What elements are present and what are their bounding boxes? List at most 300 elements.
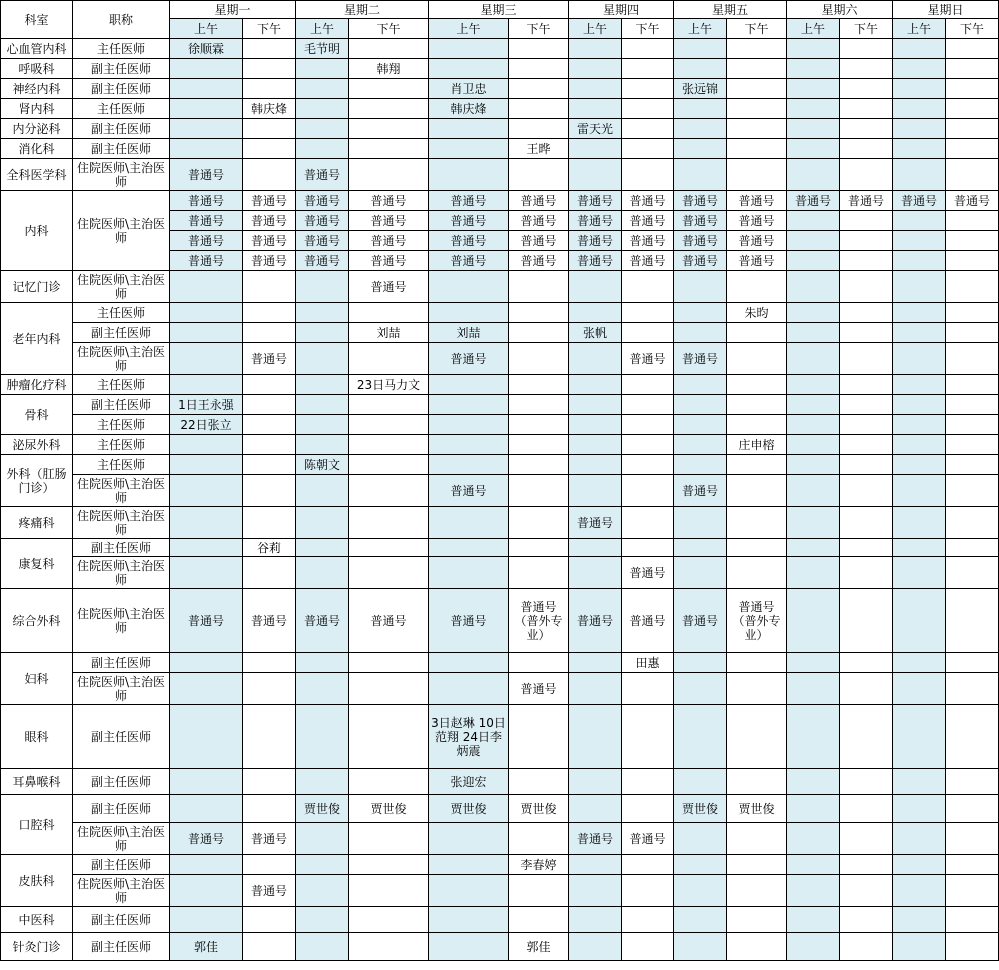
schedule-cell xyxy=(296,99,349,119)
schedule-cell xyxy=(787,539,840,557)
schedule-cell xyxy=(787,589,840,653)
schedule-cell xyxy=(296,139,349,159)
schedule-cell xyxy=(893,769,946,795)
schedule-cell xyxy=(893,507,946,539)
schedule-cell xyxy=(840,271,893,303)
schedule-row xyxy=(1,39,999,59)
schedule-cell xyxy=(170,539,243,557)
schedule-cell xyxy=(727,343,787,375)
schedule-cell xyxy=(296,653,349,673)
schedule-cell xyxy=(622,375,674,395)
schedule-cell xyxy=(840,557,893,589)
schedule-cell: 普通号 xyxy=(170,211,243,231)
schedule-cell xyxy=(349,855,429,875)
schedule-cell: 普通号 xyxy=(296,191,349,211)
schedule-cell xyxy=(170,99,243,119)
doctor-title: 住院医师\主治医师 xyxy=(73,589,170,653)
schedule-cell xyxy=(674,415,727,435)
doctor-title: 副主任医师 xyxy=(73,795,170,823)
schedule-cell xyxy=(787,323,840,343)
schedule-cell xyxy=(243,795,296,823)
schedule-cell: 刘喆 xyxy=(429,323,509,343)
schedule-cell xyxy=(946,673,999,705)
schedule-cell: 普通号 xyxy=(429,251,509,271)
schedule-cell xyxy=(243,933,296,961)
schedule-cell xyxy=(840,119,893,139)
schedule-cell xyxy=(840,211,893,231)
schedule-cell xyxy=(569,139,622,159)
schedule-row xyxy=(1,507,999,539)
schedule-cell xyxy=(674,271,727,303)
schedule-cell xyxy=(622,769,674,795)
schedule-cell: 王晔 xyxy=(509,139,569,159)
schedule-cell xyxy=(170,435,243,455)
schedule-cell: 张帆 xyxy=(569,323,622,343)
schedule-cell xyxy=(893,589,946,653)
schedule-cell xyxy=(727,855,787,875)
schedule-cell xyxy=(946,39,999,59)
schedule-cell: 雷天光 xyxy=(569,119,622,139)
schedule-cell xyxy=(840,375,893,395)
schedule-cell xyxy=(622,415,674,435)
header-pm: 下午 xyxy=(243,19,296,39)
schedule-cell xyxy=(946,303,999,323)
schedule-row xyxy=(1,705,999,769)
schedule-cell: 普通号 xyxy=(509,673,569,705)
schedule-cell xyxy=(296,673,349,705)
department-name: 内分泌科 xyxy=(1,119,73,139)
schedule-cell xyxy=(622,271,674,303)
schedule-cell xyxy=(787,823,840,855)
schedule-cell: 1日王永强 xyxy=(170,395,243,415)
schedule-cell: 普通号 xyxy=(622,191,674,211)
header-pm: 下午 xyxy=(622,19,674,39)
schedule-cell: 贾世俊 xyxy=(349,795,429,823)
department-name: 肾内科 xyxy=(1,99,73,119)
schedule-cell xyxy=(243,507,296,539)
header-day: 星期二 xyxy=(296,1,429,19)
schedule-cell xyxy=(622,99,674,119)
schedule-cell xyxy=(429,907,509,933)
schedule-cell xyxy=(840,455,893,475)
schedule-cell: 普通号（普外专业） xyxy=(509,589,569,653)
schedule-cell xyxy=(727,395,787,415)
schedule-cell xyxy=(243,907,296,933)
schedule-cell xyxy=(569,415,622,435)
schedule-cell xyxy=(727,159,787,191)
department-name: 外科（肛肠门诊） xyxy=(1,455,73,507)
schedule-cell xyxy=(349,39,429,59)
schedule-row xyxy=(1,907,999,933)
schedule-cell xyxy=(946,539,999,557)
schedule-cell xyxy=(429,271,509,303)
schedule-cell: 普通号 xyxy=(349,271,429,303)
schedule-cell xyxy=(787,251,840,271)
schedule-cell xyxy=(349,673,429,705)
schedule-cell xyxy=(840,875,893,907)
schedule-cell xyxy=(840,907,893,933)
schedule-cell xyxy=(787,435,840,455)
schedule-cell xyxy=(349,79,429,99)
schedule-cell xyxy=(569,557,622,589)
header-am: 上午 xyxy=(170,19,243,39)
schedule-cell: 普通号 xyxy=(429,589,509,653)
doctor-title: 副主任医师 xyxy=(73,933,170,961)
schedule-cell xyxy=(787,653,840,673)
schedule-cell: 贾世俊 xyxy=(509,795,569,823)
schedule-cell xyxy=(674,159,727,191)
schedule-cell xyxy=(296,475,349,507)
schedule-cell xyxy=(840,59,893,79)
schedule-cell xyxy=(170,323,243,343)
schedule-cell: 普通号 xyxy=(727,231,787,251)
schedule-cell xyxy=(946,231,999,251)
schedule-cell xyxy=(622,539,674,557)
schedule-cell xyxy=(946,415,999,435)
header-dept: 科室 xyxy=(1,1,73,39)
schedule-cell xyxy=(787,303,840,323)
department-name: 中医科 xyxy=(1,907,73,933)
schedule-cell xyxy=(893,395,946,415)
schedule-cell xyxy=(674,557,727,589)
schedule-cell xyxy=(243,39,296,59)
schedule-cell xyxy=(674,303,727,323)
schedule-cell xyxy=(296,507,349,539)
schedule-cell xyxy=(946,933,999,961)
schedule-cell xyxy=(622,507,674,539)
schedule-cell xyxy=(569,705,622,769)
schedule-cell xyxy=(170,855,243,875)
schedule-cell: 普通号 xyxy=(787,191,840,211)
doctor-title: 住院医师\主治医师 xyxy=(73,875,170,907)
schedule-cell xyxy=(429,855,509,875)
schedule-cell: 贾世俊 xyxy=(296,795,349,823)
schedule-cell: 普通号 xyxy=(674,589,727,653)
schedule-cell xyxy=(893,251,946,271)
schedule-cell xyxy=(509,303,569,323)
schedule-cell xyxy=(296,875,349,907)
schedule-cell xyxy=(893,271,946,303)
doctor-title: 住院医师\主治医师 xyxy=(73,507,170,539)
schedule-cell xyxy=(569,795,622,823)
schedule-cell xyxy=(569,375,622,395)
schedule-cell xyxy=(946,251,999,271)
schedule-cell xyxy=(840,653,893,673)
schedule-cell xyxy=(946,653,999,673)
schedule-cell xyxy=(622,139,674,159)
schedule-row xyxy=(1,455,999,475)
schedule-cell xyxy=(946,705,999,769)
schedule-cell: 普通号 xyxy=(569,507,622,539)
schedule-cell xyxy=(429,823,509,855)
department-name: 皮肤科 xyxy=(1,855,73,907)
schedule-cell xyxy=(893,933,946,961)
schedule-cell xyxy=(787,79,840,99)
schedule-cell xyxy=(893,79,946,99)
schedule-cell xyxy=(170,139,243,159)
schedule-cell xyxy=(509,415,569,435)
schedule-cell xyxy=(840,79,893,99)
schedule-cell xyxy=(170,59,243,79)
doctor-title: 副主任医师 xyxy=(73,907,170,933)
schedule-cell xyxy=(727,705,787,769)
schedule-cell xyxy=(296,119,349,139)
schedule-cell: 朱昀 xyxy=(727,303,787,323)
schedule-cell xyxy=(243,395,296,415)
schedule-cell: 韩庆烽 xyxy=(429,99,509,119)
schedule-cell: 普通号 xyxy=(296,211,349,231)
doctor-title: 主任医师 xyxy=(73,375,170,395)
schedule-cell xyxy=(170,653,243,673)
schedule-cell xyxy=(243,159,296,191)
schedule-cell xyxy=(622,435,674,455)
schedule-cell: 普通号 xyxy=(243,191,296,211)
schedule-cell xyxy=(787,59,840,79)
schedule-row xyxy=(1,673,999,705)
department-name: 肿瘤化疗科 xyxy=(1,375,73,395)
schedule-cell: 庄申榕 xyxy=(727,435,787,455)
department-name: 记忆门诊 xyxy=(1,271,73,303)
schedule-cell xyxy=(569,435,622,455)
schedule-cell: 普通号 xyxy=(569,251,622,271)
schedule-cell xyxy=(296,855,349,875)
schedule-row xyxy=(1,589,999,653)
schedule-row xyxy=(1,823,999,855)
schedule-cell xyxy=(296,557,349,589)
schedule-cell xyxy=(840,933,893,961)
schedule-cell xyxy=(622,795,674,823)
doctor-title: 副主任医师 xyxy=(73,769,170,795)
schedule-cell xyxy=(622,59,674,79)
department-name: 心血管内科 xyxy=(1,39,73,59)
schedule-cell: 韩庆烽 xyxy=(243,99,296,119)
schedule-cell xyxy=(243,855,296,875)
schedule-cell xyxy=(429,933,509,961)
schedule-cell xyxy=(674,653,727,673)
schedule-cell xyxy=(243,557,296,589)
schedule-cell xyxy=(509,375,569,395)
schedule-cell xyxy=(787,507,840,539)
schedule-cell xyxy=(674,673,727,705)
schedule-cell xyxy=(243,139,296,159)
schedule-cell xyxy=(429,539,509,557)
header-day: 星期三 xyxy=(429,1,569,19)
schedule-cell xyxy=(893,415,946,435)
schedule-cell xyxy=(674,875,727,907)
schedule-cell xyxy=(840,795,893,823)
schedule-cell: 田惠 xyxy=(622,653,674,673)
schedule-cell xyxy=(946,855,999,875)
schedule-cell xyxy=(840,395,893,415)
header-day: 星期六 xyxy=(787,1,893,19)
schedule-cell xyxy=(893,303,946,323)
schedule-cell xyxy=(509,159,569,191)
schedule-cell: 普通号 xyxy=(243,823,296,855)
schedule-cell xyxy=(946,769,999,795)
schedule-row xyxy=(1,99,999,119)
schedule-cell xyxy=(296,375,349,395)
schedule-cell xyxy=(509,119,569,139)
schedule-cell xyxy=(243,673,296,705)
schedule-cell xyxy=(296,395,349,415)
schedule-cell xyxy=(893,139,946,159)
schedule-cell xyxy=(296,343,349,375)
header-day: 星期五 xyxy=(674,1,787,19)
header-pm: 下午 xyxy=(946,19,999,39)
department-name: 老年内科 xyxy=(1,303,73,375)
schedule-cell xyxy=(622,907,674,933)
schedule-cell: 普通号 xyxy=(429,475,509,507)
schedule-row xyxy=(1,343,999,375)
department-name: 妇科 xyxy=(1,653,73,705)
schedule-cell xyxy=(840,303,893,323)
schedule-cell xyxy=(170,343,243,375)
schedule-cell xyxy=(946,435,999,455)
schedule-cell xyxy=(509,557,569,589)
department-name: 综合外科 xyxy=(1,589,73,653)
schedule-cell xyxy=(569,875,622,907)
schedule-cell xyxy=(509,395,569,415)
schedule-cell xyxy=(893,375,946,395)
schedule-row xyxy=(1,159,999,191)
schedule-cell xyxy=(946,139,999,159)
schedule-cell xyxy=(787,159,840,191)
schedule-cell xyxy=(622,119,674,139)
schedule-cell: 毛节明 xyxy=(296,39,349,59)
schedule-cell xyxy=(569,653,622,673)
schedule-cell xyxy=(622,673,674,705)
schedule-row xyxy=(1,653,999,673)
schedule-cell xyxy=(840,539,893,557)
schedule-cell: 郭佳 xyxy=(509,933,569,961)
schedule-cell xyxy=(569,539,622,557)
header-am: 上午 xyxy=(787,19,840,39)
schedule-cell: 李春婷 xyxy=(509,855,569,875)
schedule-cell xyxy=(622,323,674,343)
schedule-cell: 普通号 xyxy=(429,191,509,211)
doctor-title: 副主任医师 xyxy=(73,653,170,673)
schedule-cell: 普通号 xyxy=(243,343,296,375)
schedule-cell xyxy=(170,119,243,139)
header-day: 星期四 xyxy=(569,1,674,19)
schedule-cell xyxy=(509,907,569,933)
schedule-cell xyxy=(787,139,840,159)
schedule-cell xyxy=(622,875,674,907)
doctor-title: 主任医师 xyxy=(73,303,170,323)
schedule-cell xyxy=(509,455,569,475)
schedule-cell xyxy=(946,271,999,303)
schedule-row xyxy=(1,139,999,159)
schedule-cell xyxy=(674,59,727,79)
schedule-cell xyxy=(429,415,509,435)
schedule-cell xyxy=(787,907,840,933)
schedule-row xyxy=(1,271,999,303)
schedule-cell xyxy=(296,933,349,961)
schedule-cell: 张迎宏 xyxy=(429,769,509,795)
schedule-row xyxy=(1,557,999,589)
schedule-cell xyxy=(787,395,840,415)
schedule-cell xyxy=(946,159,999,191)
schedule-cell xyxy=(787,375,840,395)
doctor-title: 主任医师 xyxy=(73,99,170,119)
schedule-cell xyxy=(893,99,946,119)
schedule-cell: 普通号 xyxy=(170,159,243,191)
schedule-cell xyxy=(170,507,243,539)
header-pm: 下午 xyxy=(349,19,429,39)
doctor-title: 住院医师\主治医师 xyxy=(73,343,170,375)
schedule-cell: 普通号 xyxy=(946,191,999,211)
schedule-cell xyxy=(429,303,509,323)
schedule-cell: 普通号（普外专业） xyxy=(727,589,787,653)
schedule-cell xyxy=(296,303,349,323)
department-name: 针灸门诊 xyxy=(1,933,73,961)
schedule-cell xyxy=(787,795,840,823)
doctor-title: 副主任医师 xyxy=(73,855,170,875)
schedule-cell: 普通号 xyxy=(893,191,946,211)
schedule-cell xyxy=(674,139,727,159)
schedule-cell xyxy=(674,455,727,475)
schedule-cell xyxy=(509,769,569,795)
schedule-cell xyxy=(569,907,622,933)
schedule-cell xyxy=(727,271,787,303)
schedule-cell xyxy=(893,159,946,191)
schedule-row xyxy=(1,79,999,99)
schedule-cell xyxy=(349,119,429,139)
schedule-cell: 普通号 xyxy=(429,211,509,231)
schedule-cell: 普通号 xyxy=(170,251,243,271)
schedule-cell: 普通号 xyxy=(840,191,893,211)
schedule-cell xyxy=(349,907,429,933)
department-name: 呼吸科 xyxy=(1,59,73,79)
schedule-cell: 普通号 xyxy=(509,211,569,231)
schedule-cell xyxy=(674,705,727,769)
schedule-cell xyxy=(509,539,569,557)
schedule-cell xyxy=(727,119,787,139)
schedule-cell xyxy=(243,375,296,395)
doctor-title: 住院医师\主治医师 xyxy=(73,159,170,191)
schedule-cell xyxy=(509,271,569,303)
schedule-cell xyxy=(674,375,727,395)
schedule-cell xyxy=(840,823,893,855)
schedule-cell: 普通号 xyxy=(296,251,349,271)
schedule-cell xyxy=(296,539,349,557)
schedule-cell xyxy=(243,475,296,507)
schedule-cell xyxy=(946,395,999,415)
schedule-cell xyxy=(622,395,674,415)
header-pm: 下午 xyxy=(840,19,893,39)
doctor-title: 副主任医师 xyxy=(73,705,170,769)
schedule-cell xyxy=(170,907,243,933)
schedule-cell xyxy=(296,323,349,343)
schedule-cell xyxy=(569,59,622,79)
schedule-cell xyxy=(622,159,674,191)
doctor-title: 副主任医师 xyxy=(73,323,170,343)
schedule-cell xyxy=(509,343,569,375)
schedule-cell xyxy=(569,303,622,323)
schedule-cell xyxy=(296,769,349,795)
schedule-cell xyxy=(840,475,893,507)
schedule-cell xyxy=(893,323,946,343)
schedule-cell xyxy=(349,395,429,415)
schedule-cell xyxy=(840,769,893,795)
doctor-title: 主任医师 xyxy=(73,455,170,475)
schedule-cell xyxy=(569,395,622,415)
schedule-cell xyxy=(674,907,727,933)
schedule-cell xyxy=(946,119,999,139)
schedule-cell xyxy=(893,455,946,475)
schedule-cell: 普通号 xyxy=(243,589,296,653)
schedule-cell xyxy=(349,507,429,539)
